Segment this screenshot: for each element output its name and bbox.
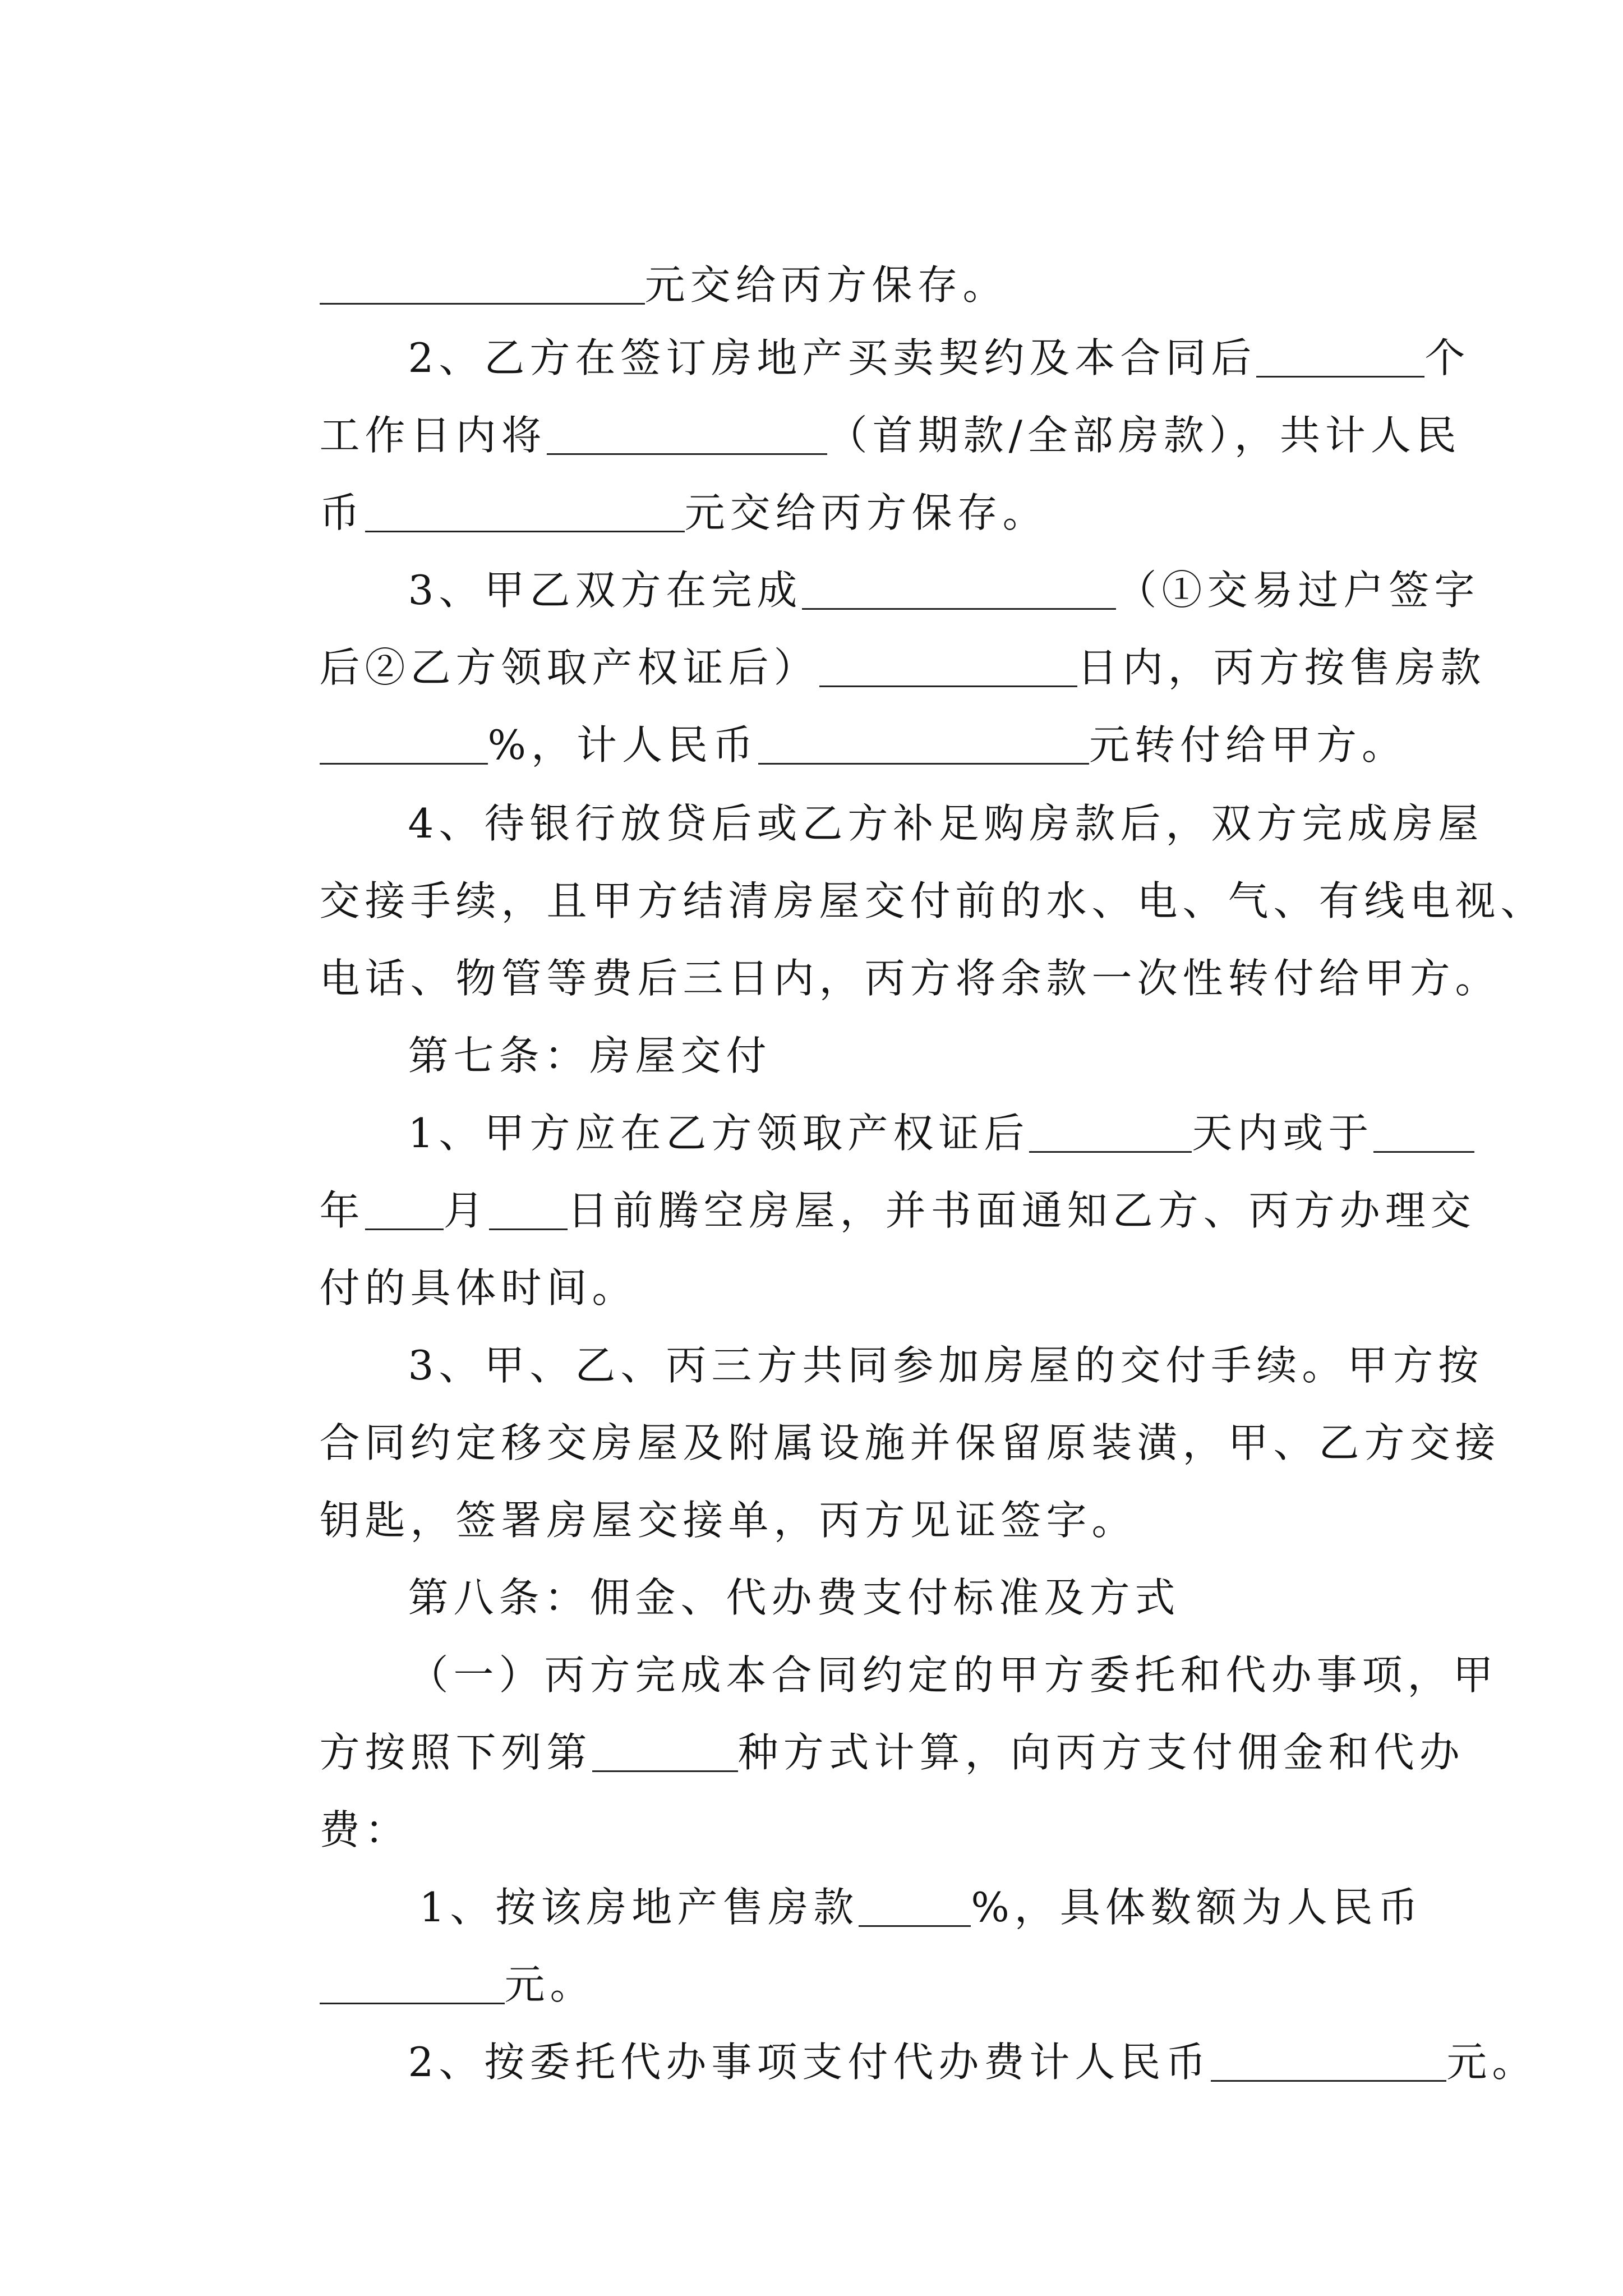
text-segment: 后②乙方领取产权证后） xyxy=(319,644,819,691)
text-segment: %，计人民币 xyxy=(487,721,758,769)
text-segment: 日内，丙方按售房款 xyxy=(1077,644,1486,691)
text-segment: 元。 xyxy=(504,1961,596,2008)
blank-field xyxy=(1029,1114,1192,1153)
blank-field xyxy=(859,1888,971,1927)
text-segment: （首期款/全部房款），共计人民 xyxy=(827,412,1461,459)
blank-field xyxy=(1211,2043,1446,2082)
text-segment: 2、乙方在签订房地产买卖契约及本合同后 xyxy=(408,334,1257,381)
text-segment: 个 xyxy=(1424,334,1470,381)
text-segment: 1、按该房地产售房款 xyxy=(419,1884,859,1931)
text-segment: 元转付给甲方。 xyxy=(1089,721,1407,769)
text-segment: 付的具体时间。 xyxy=(319,1264,638,1312)
text-segment: 2、按委托代办事项支付代办费计人民币 xyxy=(408,2039,1211,2086)
text-line xyxy=(336,2001,1537,2123)
blank-field xyxy=(592,1733,738,1772)
text-segment: 第七条：房屋交付 xyxy=(408,1032,772,1079)
text-segment: 月 xyxy=(443,1187,489,1234)
text-segment: 元交给丙方保存。 xyxy=(684,489,1048,536)
text-segment: 交接手续，且甲方结清房屋交付前的水、电、气、有线电视、 xyxy=(319,877,1546,924)
text-segment: 天内或于 xyxy=(1192,1110,1374,1157)
text-segment: 币 xyxy=(319,489,365,536)
text-segment: （①交易过户签字 xyxy=(1116,567,1480,614)
text-segment: 种方式计算，向丙方支付佣金和代办 xyxy=(737,1729,1465,1776)
text-segment: （一）丙方完成本合同约定的甲方委托和代办事项，甲 xyxy=(408,1651,1498,1699)
blank-field xyxy=(365,494,685,532)
text-segment: 元。 xyxy=(1446,2039,1538,2086)
text-segment: 3、甲、乙、丙三方共同参加房屋的交付手续。甲方按 xyxy=(408,1342,1484,1389)
blank-field xyxy=(547,416,827,455)
text-segment: 钥匙，签署房屋交接单，丙方见证签字。 xyxy=(319,1497,1137,1544)
blank-field xyxy=(320,1966,505,2004)
blank-field xyxy=(1256,339,1424,378)
text-segment: 方按照下列第 xyxy=(319,1729,592,1776)
text-segment: 3、甲乙双方在完成 xyxy=(408,567,803,614)
blank-field xyxy=(365,1191,444,1230)
text-segment: 电话、物管等费后三日内，丙方将余款一次性转付给甲方。 xyxy=(319,955,1501,1002)
text-segment: 日前腾空房屋，并书面通知乙方、丙方办理交 xyxy=(567,1187,1476,1234)
blank-field xyxy=(819,648,1077,687)
text-line xyxy=(248,1692,1465,1813)
text-segment: 元交给丙方保存。 xyxy=(644,261,1008,309)
blank-field xyxy=(489,1191,568,1230)
text-segment: 工作日内将 xyxy=(319,412,547,459)
text-segment: 第八条：佣金、代办费支付标准及方式 xyxy=(408,1574,1181,1621)
blank-field xyxy=(320,726,488,765)
blank-field xyxy=(802,571,1116,610)
text-segment: 合同约定移交房屋及附属设施并保留原装潢，甲、乙方交接 xyxy=(319,1419,1501,1466)
text-segment: %，具体数额为人民币 xyxy=(971,1884,1423,1931)
blank-field xyxy=(1373,1114,1474,1153)
text-segment: 1、甲方应在乙方领取产权证后 xyxy=(408,1110,1030,1157)
text-segment: 费： xyxy=(319,1806,411,1853)
blank-field xyxy=(758,726,1089,765)
text-segment: 年 xyxy=(319,1187,365,1234)
text-segment: 4、待银行放贷后或乙方补足购房款后，双方完成房屋 xyxy=(408,800,1484,847)
